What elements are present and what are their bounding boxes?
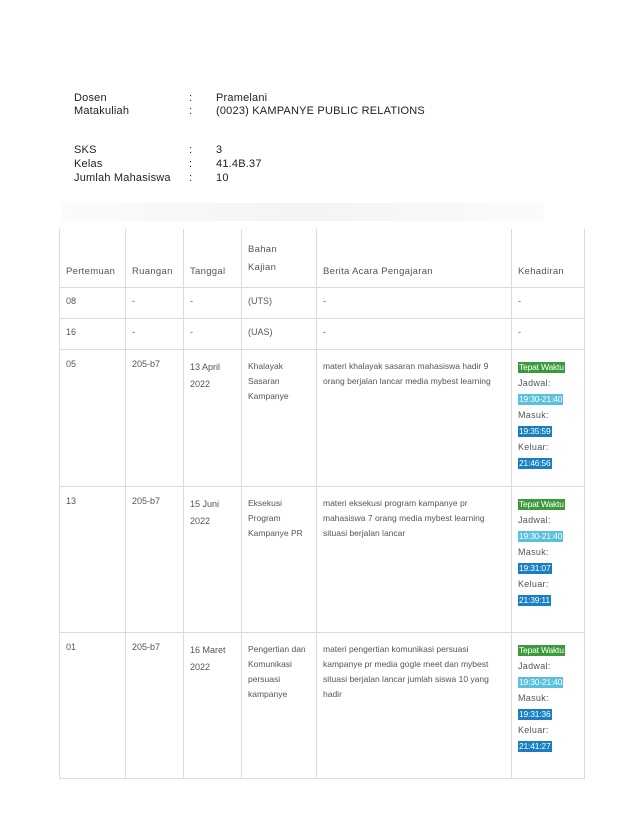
- info-label: Kelas: [74, 158, 103, 170]
- tanggal-line1: 15 Juni: [190, 499, 220, 509]
- bahan-line1: Pengertian dan: [248, 644, 306, 654]
- cell-pertemuan: 05: [60, 350, 126, 487]
- cell-ruangan: 205-b7: [126, 633, 184, 779]
- info-separator: :: [189, 92, 193, 104]
- info-row-jumlah: [74, 172, 474, 186]
- info-row-matakuliah: [74, 105, 474, 119]
- cell-berita: -: [317, 319, 512, 350]
- table-row: [60, 487, 585, 633]
- bahan-line1: Khalayak: [248, 361, 283, 371]
- masuk-label: Masuk:: [518, 410, 549, 420]
- cell-tanggal: -: [184, 288, 242, 319]
- info-row-dosen: [74, 92, 474, 106]
- masuk-badge: 19:31:07: [519, 563, 551, 573]
- cell-pertemuan: 16: [60, 319, 126, 350]
- col-header-tanggal: Tanggal: [184, 229, 242, 288]
- tanggal-line2: 2022: [190, 379, 211, 389]
- jadwal-label: Jadwal:: [518, 661, 551, 671]
- tanggal-line1: 13 April: [190, 362, 221, 372]
- col-header-pertemuan: Pertemuan: [60, 229, 126, 288]
- masuk-badge: 19:31:36: [519, 709, 551, 719]
- cell-pertemuan: 08: [60, 288, 126, 319]
- keluar-label: Keluar:: [518, 725, 549, 735]
- col-header-berita: Berita Acara Pengajaran: [317, 229, 512, 288]
- cell-ruangan: -: [126, 319, 184, 350]
- cell-berita: -: [317, 288, 512, 319]
- info-value-matakuliah: (0023) KAMPANYE PUBLIC RELATIONS: [216, 105, 425, 117]
- cell-berita: materi pengertian komunikasi persuasi kampanye pr media gogle meet dan mybest situasi berjalan lancar jumlah siswa 10 yang hadir: [317, 633, 512, 779]
- col-header-ruangan: Ruangan: [126, 229, 184, 288]
- bahan-line2: Sasaran: [248, 376, 280, 386]
- masuk-label: Masuk:: [518, 693, 549, 703]
- info-value-sks: 3: [216, 144, 223, 156]
- cell-tanggal: -: [184, 319, 242, 350]
- cell-berita: materi khalayak sasaran mahasiswa hadir 9 orang berjalan lancar media mybest learning: [317, 350, 512, 487]
- info-separator: :: [189, 172, 193, 184]
- cell-pertemuan: 01: [60, 633, 126, 779]
- info-separator: :: [189, 144, 193, 156]
- keluar-badge: 21:39:11: [519, 595, 550, 605]
- cell-bahan: [242, 633, 317, 779]
- bahan-line3: Kampanye: [248, 391, 289, 401]
- jadwal-label: Jadwal:: [518, 515, 551, 525]
- info-separator: :: [189, 158, 193, 170]
- masuk-badge: 19:35:59: [519, 426, 551, 436]
- bahan-line4: kampanye: [248, 689, 288, 699]
- cell-ruangan: 205-b7: [126, 487, 184, 633]
- bahan-line3: persuasi: [248, 674, 281, 684]
- table-header-row: [60, 229, 585, 288]
- tanggal-line1: 16 Maret: [190, 645, 226, 655]
- cell-ruangan: 205-b7: [126, 350, 184, 487]
- jadwal-badge: 19:30-21:40: [519, 531, 563, 541]
- tanggal-line2: 2022: [190, 516, 211, 526]
- cell-kehadiran: [512, 487, 585, 633]
- col-header-bahan-kajian: [242, 229, 317, 288]
- table-row: [60, 633, 585, 779]
- col-header-kehadiran: Kehadiran: [512, 229, 585, 288]
- col-header-bahan-line1: Bahan: [248, 244, 277, 255]
- tanggal-line2: 2022: [190, 662, 211, 672]
- info-label: Jumlah Mahasiswa: [74, 172, 171, 184]
- cell-bahan: [242, 350, 317, 487]
- cell-kehadiran: -: [512, 319, 585, 350]
- info-value-jumlah: 10: [216, 172, 229, 184]
- cell-pertemuan: 13: [60, 487, 126, 633]
- info-label: SKS: [74, 144, 97, 156]
- bahan-line1: Eksekusi: [248, 498, 283, 508]
- jadwal-badge: 19:30-21:40: [519, 677, 563, 687]
- cell-ruangan: -: [126, 288, 184, 319]
- info-value-dosen: Pramelani: [216, 92, 268, 104]
- info-row-sks: [74, 144, 474, 158]
- status-badge: Tepat Waktu: [519, 362, 564, 372]
- keluar-label: Keluar:: [518, 579, 549, 589]
- info-label: Dosen: [74, 92, 107, 104]
- bahan-line2: Program: [248, 513, 281, 523]
- cell-bahan: [242, 487, 317, 633]
- table-row: [60, 288, 585, 319]
- cell-kehadiran: [512, 633, 585, 779]
- cell-kehadiran: -: [512, 288, 585, 319]
- cell-berita: materi eksekusi program kampanye pr mahasiswa 7 orang media mybest learning situasi berjalan lancar: [317, 487, 512, 633]
- jadwal-badge: 19:30-21:40: [519, 394, 563, 404]
- keluar-label: Keluar:: [518, 442, 549, 452]
- info-label: Matakuliah: [74, 105, 130, 117]
- bahan-line3: Kampanye PR: [248, 528, 303, 538]
- col-header-bahan-line2: Kajian: [248, 262, 277, 273]
- bap-table: [59, 229, 585, 779]
- cell-tanggal: [184, 487, 242, 633]
- status-badge: Tepat Waktu: [519, 499, 564, 509]
- cell-tanggal: [184, 633, 242, 779]
- status-badge: Tepat Waktu: [519, 645, 564, 655]
- keluar-badge: 21:46:56: [519, 458, 551, 468]
- keluar-badge: 21:41:27: [519, 741, 551, 751]
- cell-bahan: (UTS): [242, 288, 317, 319]
- cell-tanggal: [184, 350, 242, 487]
- jadwal-label: Jadwal:: [518, 378, 551, 388]
- cell-bahan: (UAS): [242, 319, 317, 350]
- info-value-kelas: 41.4B.37: [216, 158, 262, 170]
- table-row: [60, 350, 585, 487]
- cell-kehadiran: [512, 350, 585, 487]
- info-row-kelas: [74, 158, 474, 172]
- table-row: [60, 319, 585, 350]
- masuk-label: Masuk:: [518, 547, 549, 557]
- info-separator: :: [189, 105, 193, 117]
- divider-band: [62, 203, 544, 221]
- bahan-line2: Komunikasi: [248, 659, 292, 669]
